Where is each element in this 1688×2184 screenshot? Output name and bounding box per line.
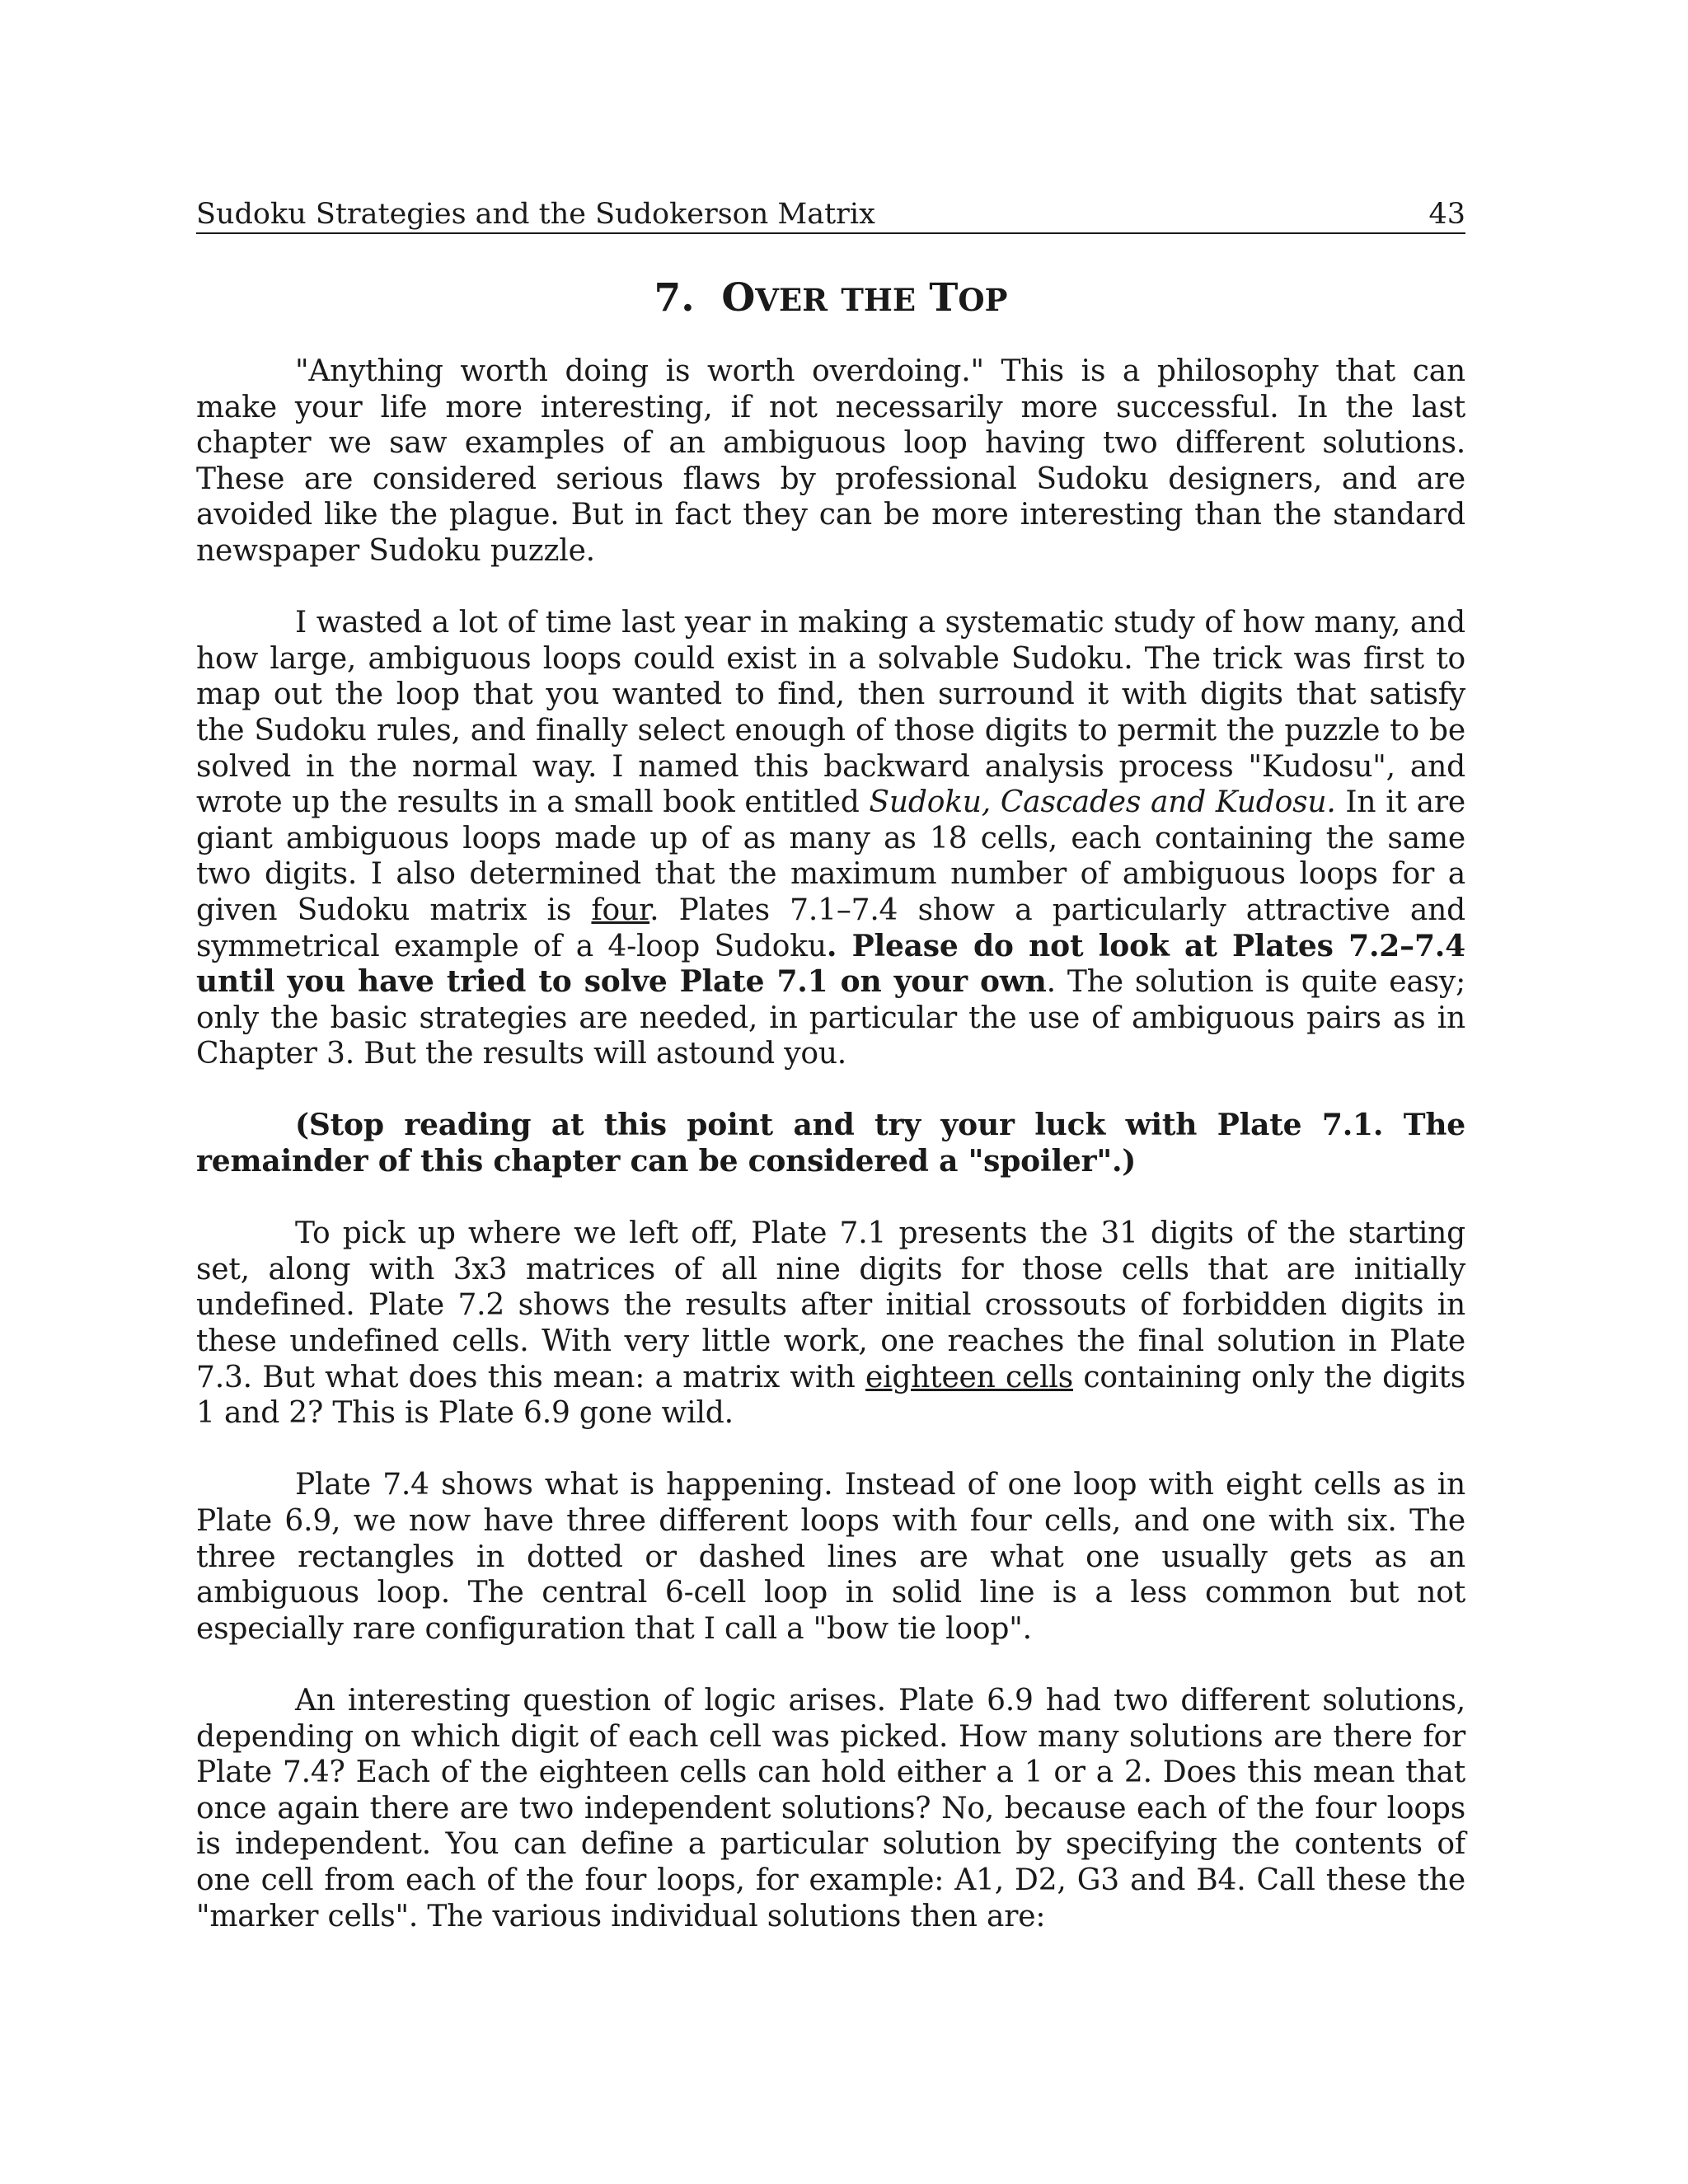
- paragraph-1: "Anything worth doing is worth overdoing." This is a philosophy that can make your life more interesting, if not necessarily more successful. In the last chapter we saw examples of an ambiguous loop having two different solutions. These are considered serious flaws by professional Sudoku designers, and are avoided like the plague. But in fact they can be more interesting than the standard newspaper Sudoku puzzle.: [196, 354, 1465, 568]
- paragraph-2-text-a: I wasted a lot of time last year in making a systematic study of how many, and how large, ambiguous loops could exist in a solvable Sudoku. The trick was first to map out the loop that you wanted to find, then surround it with digits that satisfy the Sudoku rules, and finally select enough of those digits to permit the puzzle to be solved in the normal way. I named this backward analysis process "Kudosu", and wrote up the results in a small book entitled: [196, 606, 1465, 820]
- emphasis-eighteen-cells: eighteen cells: [865, 1360, 1073, 1394]
- cited-book-title: Sudoku, Cascades and Kudosu.: [869, 785, 1336, 820]
- paragraph-2-text-c: . Plates 7.1–7.4 show a particularly attractive and symmetrical example of a 4-loop Sudoku: [196, 893, 1465, 963]
- paragraph-4-text-b: containing only the digits 1 and 2? This is Plate 6.9 gone wild.: [196, 1360, 1465, 1431]
- chapter-title-word3-rest: OP: [958, 282, 1008, 318]
- page-number: 43: [1428, 198, 1465, 231]
- chapter-title-word1-rest: VER: [755, 282, 828, 318]
- paragraph-6: An interesting question of logic arises. Plate 6.9 had two different solutions, depending on which digit of each cell was picked. How many solutions are there for Plate 7.4? Each of the eighteen cells can hold either a 1 or a 2. Does this mean that once again there are two independent solutions? No, because each of the four loops is independent. You can define a particular solution by specifying the contents of one cell from each of the four loops, for example: A1, D2, G3 and B4. Call these the "marker cells". The various individual solutions then are:: [196, 1683, 1465, 1933]
- running-header: [196, 198, 1465, 234]
- chapter-title-word1-initial: O: [721, 275, 756, 321]
- warning-text: . Please do not look at Plates 7.2–7.4 until you have tried to solve Plate 7.1 on your own: [196, 928, 1465, 1000]
- book-title: Sudoku Strategies and the Sudokerson Matrix: [196, 198, 875, 231]
- paragraph-4-text-a: To pick up where we left off, Plate 7.1 presents the 31 digits of the starting set, along with 3x3 matrices of all nine digits for those cells that are initially undefined. Plate 7.2 shows the results after initial crossouts of forbidden digits in these undefined cells. With very little work, one reaches the final solution in Plate 7.3. But what does this mean: a matrix with: [196, 1216, 1465, 1394]
- chapter-title-word2: THE: [841, 282, 917, 318]
- paragraph-2: [196, 605, 1465, 1072]
- emphasis-four: four: [591, 893, 650, 927]
- document-page: [196, 198, 1465, 1934]
- body: [196, 354, 1465, 1934]
- paragraph-5: Plate 7.4 shows what is happening. Instead of one loop with eight cells as in Plate 6.9, we now have three different loops with four cells, and one with six. The three rectangles in dotted or dashed lines are what one usually gets as an ambiguous loop. The central 6-cell loop in solid line is a less common but not especially rare configuration that I call a "bow tie loop".: [196, 1468, 1465, 1646]
- paragraph-4: [196, 1216, 1465, 1432]
- chapter-title: [196, 275, 1465, 323]
- paragraph-2-text-d: . The solution is quite easy; only the basic strategies are needed, in particular the use of ambiguous pairs as in Chapter 3. But the results will astound you.: [196, 965, 1465, 1071]
- spoiler-notice: (Stop reading at this point and try your luck with Plate 7.1. The remainder of this chapter can be considered a "spoiler".): [196, 1108, 1465, 1179]
- paragraph-2-text-b: In it are giant ambiguous loops made up of as many as 18 cells, each containing the same two digits. I also determined that the maximum number of ambiguous loops for a given Sudoku matrix is: [196, 785, 1465, 927]
- chapter-title-word3-initial: T: [929, 275, 959, 321]
- chapter-number: 7.: [654, 275, 695, 321]
